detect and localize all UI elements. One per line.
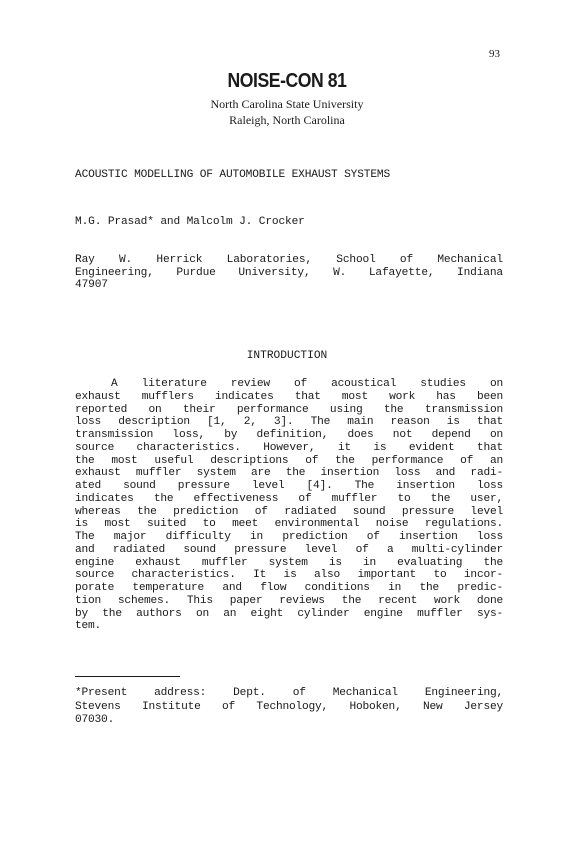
conference-title: NOISE-CON 81: [227, 70, 347, 92]
body-line: reported on their performance using the transmission: [75, 403, 503, 416]
paper-authors: M.G. Prasad* and Malcolm J. Crocker: [75, 216, 305, 228]
body-line: tem.: [75, 620, 102, 633]
affiliation-line: Ray W. Herrick Laboratories, School of Mechanical: [75, 254, 503, 266]
body-line: tion schemes. This paper reviews the recent work done: [75, 594, 503, 607]
body-line: exhaust mufflers indicates that most work has been: [75, 390, 503, 403]
footnote-line: *Present address: Dept. of Mechanical Engineering,: [75, 687, 503, 699]
section-heading: INTRODUCTION: [246, 350, 328, 362]
conference-university: North Carolina State University: [210, 97, 364, 111]
conference-location: Raleigh, North Carolina: [229, 113, 345, 127]
page-number: 93: [489, 48, 500, 60]
body-line: the most useful descriptions of the performance of an: [75, 454, 503, 467]
footnote-line: 07030.: [75, 714, 115, 726]
paper-title: ACOUSTIC MODELLING OF AUTOMOBILE EXHAUST SYSTEMS: [75, 169, 391, 181]
body-line: A literature review of acoustical studies on: [111, 378, 503, 390]
footnote-rule: [75, 676, 180, 677]
affiliation-line: Engineering, Purdue University, W. Lafayette, Indiana: [75, 266, 503, 279]
body-line: porate temperature and flow conditions in the predic-: [75, 582, 503, 594]
body-line: source characteristics. It is also important to incor-: [75, 569, 503, 582]
body-line: engine exhaust muffler system is in evaluating the: [75, 556, 503, 569]
introduction-body: [75, 378, 503, 633]
body-line: by the authors on an eight cylinder engine muffler sys-: [75, 607, 503, 620]
affiliation-line: 47907: [75, 279, 108, 292]
body-line: and radiated sound pressure level of a multi-cylinder: [75, 543, 503, 556]
body-line: whereas the prediction of radiated sound pressure level: [75, 505, 503, 518]
body-line: indicates the effectiveness of muffler to the user,: [75, 492, 503, 505]
footnote-line: Stevens Institute of Technology, Hoboken, New Jersey: [75, 700, 503, 713]
body-line: source characteristics. However, it is evident that: [75, 441, 503, 454]
body-line: ated sound pressure level [4]. The insertion loss: [75, 480, 503, 492]
footnote: [75, 687, 503, 728]
body-line: is most suited to meet environmental noise regulations.: [75, 518, 503, 531]
body-line: exhaust muffler system are the insertion loss and radi-: [75, 467, 503, 480]
body-line: transmission loss, by definition, does not depend on: [75, 429, 503, 441]
body-line: loss description [1, 2, 3]. The main reason is that: [75, 416, 503, 429]
body-line: The major difficulty in prediction of insertion loss: [75, 531, 503, 543]
paper-affiliation: [75, 254, 503, 292]
